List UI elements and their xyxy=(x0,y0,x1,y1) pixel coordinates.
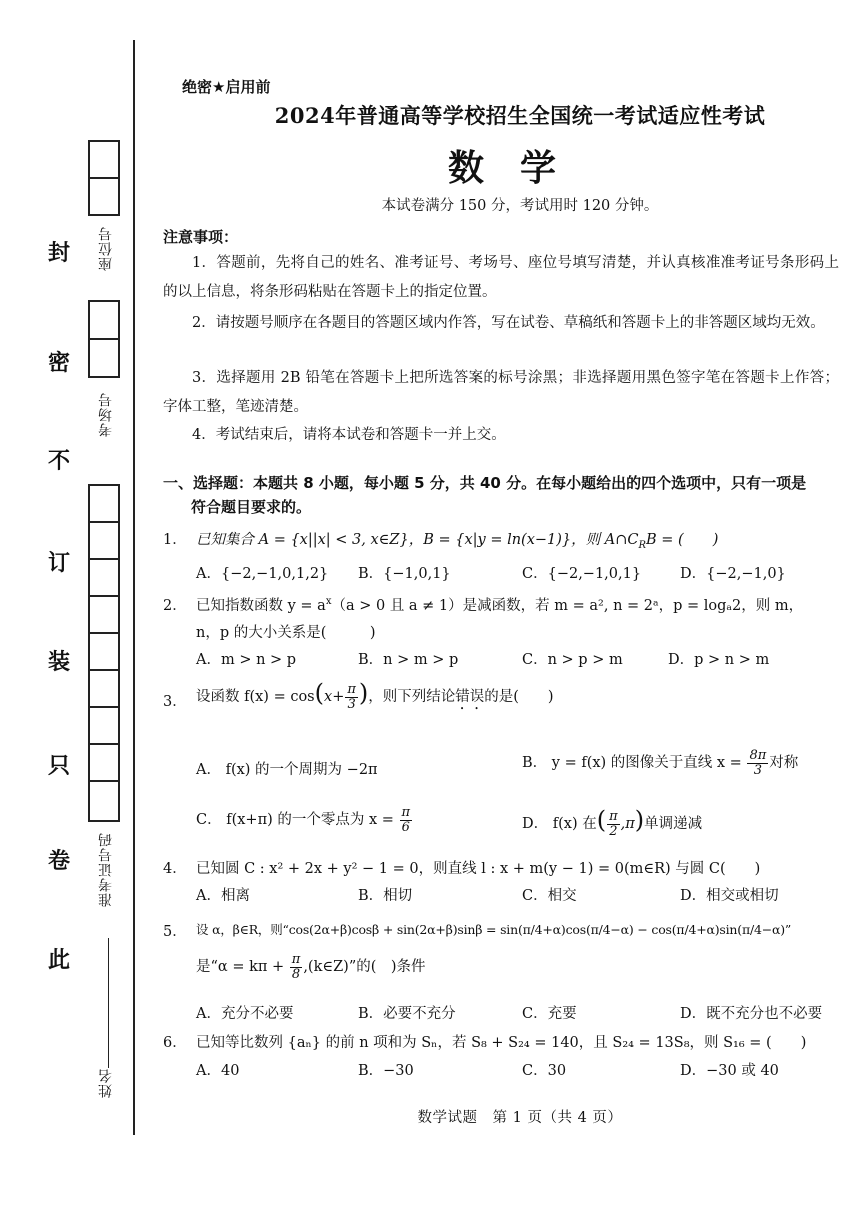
section-title-line: 符合题目要求的。 xyxy=(191,498,312,516)
ticket-number-label: 准考证号码 xyxy=(98,832,114,907)
exam-title: 2024年普通高等学校招生全国统一考试适应性考试 xyxy=(274,103,766,128)
option-a: A．相离 xyxy=(196,888,250,904)
question-number: 3． xyxy=(163,694,187,710)
option-d: D．{−2,−1,0} xyxy=(680,566,786,582)
option-d: D． f(x) 在( $\frac{\pi}{2}$ ,π)单调递减 xyxy=(522,806,703,839)
option-a: A． f(x) 的一个周期为 −2π xyxy=(196,762,378,778)
seat-number-boxes[interactable] xyxy=(88,140,120,216)
seat-number-label: 座位号 xyxy=(98,226,114,271)
option-d: D．既不充分也不必要 xyxy=(680,1006,823,1022)
option-a: A．m > n > p xyxy=(196,652,297,668)
option-b: B． y = f(x) 的图像关于直线 x = $\frac{8\pi}{3}$ 对称 xyxy=(522,747,799,778)
option-d: D．p > n > m xyxy=(668,652,770,668)
note-item: 1．答题前，先将自己的姓名、准考证号、考场号、座位号填写清楚，并认真核准准考证号条形码上的以上信息，将条形码粘贴在答题卡上的指定位置。 xyxy=(163,255,839,300)
question-text: 是“α = kπ + $\frac{\pi}{8}$ ,(k∈Z)”的( )条件 xyxy=(196,951,426,982)
page-footer: 数学试题 第 1 页（共 4 页） xyxy=(417,1110,623,1126)
question-text: 已知集合 A = {x||x| < 3, x∈Z}，B = {x|y = ln(x−1)}，则 $A\cap C_RB$ = ( ) xyxy=(196,532,719,551)
seal-char: 装 xyxy=(48,650,71,675)
seal-char: 订 xyxy=(48,551,71,576)
name-label: 姓名 xyxy=(98,1068,114,1098)
seal-char: 不 xyxy=(48,449,71,474)
question-number: 6． xyxy=(163,1035,187,1051)
seal-char: 密 xyxy=(48,351,71,376)
question-text: 已知圆 C : x² + 2x + y² − 1 = 0，则直线 l : x + m(y − 1) = 0(m∈R) 与圆 C( ) xyxy=(196,861,761,877)
option-b: B．n > m > p xyxy=(358,652,459,668)
section-title-line: 一、选择题：本题共 8 小题，每小题 5 分，共 40 分。在每小题给出的四个选项中，只有一项是 xyxy=(163,474,807,492)
seal-char: 只 xyxy=(48,754,71,779)
question-text: 已知指数函数 $y = a^x(a > 0$ 且 a ≠ 1）是减函数，若 m = a², n = 2ᵃ，p = logₐ2，则 m， xyxy=(196,596,804,614)
seal-char: 此 xyxy=(48,948,71,973)
option-c: C． f(x+π) 的一个零点为 x = $\frac{\pi}{6}$ xyxy=(196,804,411,835)
option-c: C．30 xyxy=(522,1063,567,1079)
question-text: n，p 的大小关系是( ) xyxy=(196,625,376,641)
question-text: 已知等比数列 {aₙ} 的前 n 项和为 Sₙ，若 S₈ + S₂₄ = 140，且 S₂₄ = 13S₈，则 S₁₆ = ( ) xyxy=(196,1035,807,1051)
option-a: A．{−2,−1,0,1,2} xyxy=(196,566,329,582)
confidential-label: 绝密★启用前 xyxy=(182,78,271,96)
binding-line xyxy=(133,40,135,1135)
option-b: B．相切 xyxy=(358,888,413,904)
option-c: C．{−2,−1,0,1} xyxy=(522,566,642,582)
section-title xyxy=(163,471,841,519)
question-text: 设函数 f(x) = cos(x+ $\frac{\pi}{3}$ )，则下列结论错误的是( ) xyxy=(196,679,554,712)
option-a: A．充分不必要 xyxy=(196,1006,294,1022)
exam-room-boxes[interactable] xyxy=(88,300,120,378)
option-b: B．−30 xyxy=(358,1063,414,1079)
note-item: 3．选择题用 2B 铅笔在答题卡上把所选答案的标号涂黑；非选择题用黑色签字笔在答题卡上作答；字体工整，笔迹清楚。 xyxy=(163,370,839,415)
question-number: 5． xyxy=(163,924,187,940)
seal-char: 封 xyxy=(48,241,71,266)
option-b: B．{−1,0,1} xyxy=(358,566,451,582)
option-a: A．40 xyxy=(196,1063,240,1079)
seal-char: 卷 xyxy=(48,849,71,874)
option-d: D．相交或相切 xyxy=(680,888,779,904)
question-text: 设 α，β∈R，则“cos(2α+β)cosβ + sin(2α+β)sinβ = sin(π/4+α)cos(π/4−α) − cos(π/4+α)sin(π/4−α)” xyxy=(196,922,792,937)
subject-title: 数学 xyxy=(447,148,592,189)
question-number: 2． xyxy=(163,598,187,614)
question-number: 1． xyxy=(163,532,187,548)
exam-room-label: 考场号 xyxy=(98,392,114,437)
notes-heading: 注意事项： xyxy=(163,228,239,246)
name-line[interactable] xyxy=(108,938,109,1068)
option-c: C．充要 xyxy=(522,1006,577,1022)
ticket-number-boxes[interactable] xyxy=(88,484,120,822)
note-item: 2．请按题号顺序在各题目的答题区域内作答，写在试卷、草稿纸和答题卡上的非答题区域均无效。 xyxy=(192,315,825,331)
note-item: 4．考试结束后，请将本试卷和答题卡一并上交。 xyxy=(192,427,506,443)
option-b: B．必要不充分 xyxy=(358,1006,456,1022)
option-d: D．−30 或 40 xyxy=(680,1063,779,1079)
option-c: C．相交 xyxy=(522,888,577,904)
question-number: 4． xyxy=(163,861,187,877)
option-c: C．n > p > m xyxy=(522,652,623,668)
score-info: 本试卷满分 150 分，考试用时 120 分钟。 xyxy=(381,198,659,214)
